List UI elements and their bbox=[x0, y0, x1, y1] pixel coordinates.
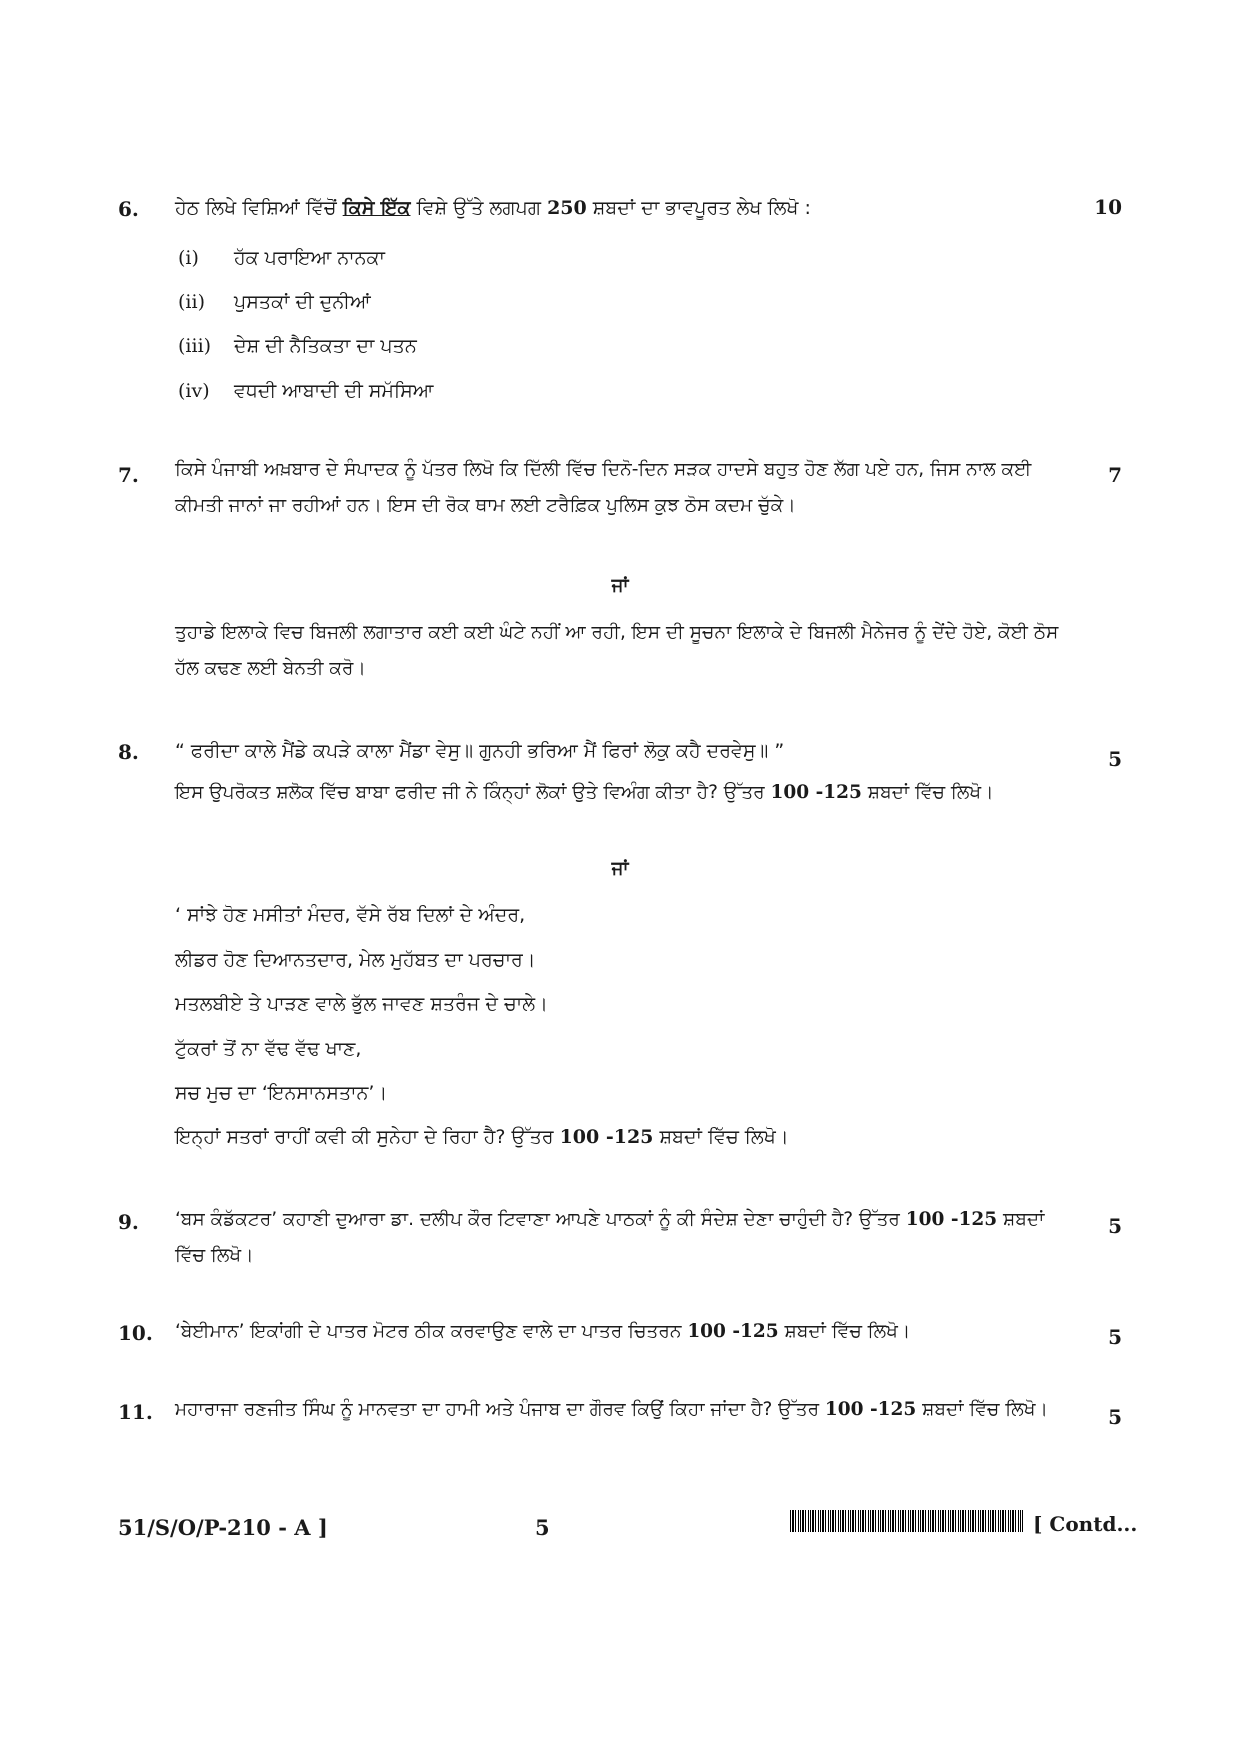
option-item: (iv) ਵਧਦੀ ਆਬਾਦੀ ਦੀ ਸਮੱਸਿਆ bbox=[178, 380, 434, 402]
question-marks: 5 bbox=[1108, 1325, 1122, 1349]
alternate-question-text: ਤੁਹਾਡੇ ਇਲਾਕੇ ਵਿਚ ਬਿਜਲੀ ਲਗਾਤਾਰ ਕਈ ਕਈ ਘੰਟੇ ਨਹੀਂ ਆ ਰਹੀ, ਇਸ ਦੀ ਸੂਚਨਾ ਇਲਾਕੇ ਦੇ ਬਿਜਲੀ ਮੈਨੇਜਰ ਨੂੰ ਦੇਂਦੇ ਹੋਏ, ਕੋਈ ਠੋਸ ਹੱਲ ਕਢਣ ਲਈ ਬੇਨਤੀ ਕਰੋ। bbox=[175, 622, 1059, 679]
or-separator: ਜਾਂ bbox=[611, 858, 629, 879]
poem-line: ਲੀਡਰ ਹੋਣ ਦਿਆਨਤਦਾਰ, ਮੇਲ ਮੁਹੱਬਤ ਦਾ ਪਰਚਾਰ। bbox=[175, 949, 536, 971]
poem-line: ਟੁੱਕਰਾਂ ਤੋਂ ਨਾ ਵੱਢ ਵੱਢ ਖਾਣ, bbox=[175, 1038, 362, 1060]
question-text: ਮਹਾਰਾਜਾ ਰਣਜੀਤ ਸਿੰਘ ਨੂੰ ਮਾਨਵਤਾ ਦਾ ਹਾਮੀ ਅਤੇ ਪੰਜਾਬ ਦਾ ਗੌਰਵ ਕਿਉਂ ਕਿਹਾ ਜਾਂਦਾ ਹੈ? ਉੱਤਰ 100 -125 ਸ਼ਬਦਾਂ ਵਿੱਚ ਲਿਖੋ। bbox=[175, 1399, 1048, 1420]
question-text: ਇਸ ਉਪਰੋਕਤ ਸ਼ਲੋਕ ਵਿੱਚ ਬਾਬਾ ਫਰੀਦ ਜੀ ਨੇ ਕਿੰਨ੍ਹਾਂ ਲੋਕਾਂ ਉਤੇ ਵਿਅੰਗ ਕੀਤਾ ਹੈ? ਉੱਤਰ 100 -125 ਸ਼ਬਦਾਂ ਵਿੱਚ ਲਿਖੋ। bbox=[175, 782, 994, 803]
question-number: 7. bbox=[118, 463, 139, 487]
question-marks: 7 bbox=[1108, 463, 1122, 487]
quote-text: “ ਫਰੀਦਾ ਕਾਲੇ ਮੈਂਡੇ ਕਪੜੇ ਕਾਲਾ ਮੈਂਡਾ ਵੇਸੁ॥ ਗੁਨਹੀ ਭਰਿਆ ਮੈਂ ਫਿਰਾਂ ਲੋਕੁ ਕਹੈ ਦਰਵੇਸੁ॥ ” bbox=[175, 740, 785, 762]
or-separator: ਜਾਂ bbox=[611, 575, 629, 596]
question-number: 8. bbox=[118, 740, 139, 764]
barcode-image bbox=[790, 1510, 1023, 1532]
page-number: 5 bbox=[535, 1515, 550, 1540]
question-text: ‘ਬਸ ਕੰਡੱਕਟਰ’ ਕਹਾਣੀ ਦੁਆਰਾ ਡਾ. ਦਲੀਪ ਕੌਰ ਟਿਵਾਣਾ ਆਪਣੇ ਪਾਠਕਾਂ ਨੂੰ ਕੀ ਸੰਦੇਸ਼ ਦੇਣਾ ਚਾਹੁੰਦੀ ਹੈ? ਉੱਤਰ 100 -125 ਸ਼ਬਦਾਂ ਵਿੱਚ ਲਿਖੋ। bbox=[175, 1209, 1045, 1266]
question-marks: 10 bbox=[1094, 195, 1122, 219]
poem-line: ‘ ਸਾਂਝੇ ਹੋਣ ਮਸੀਤਾਂ ਮੰਦਰ, ਵੱਸੇ ਰੱਬ ਦਿਲਾਂ ਦੇ ਅੰਦਰ, bbox=[175, 904, 526, 926]
poem-line: ਸਚ ਮੁਚ ਦਾ ‘ਇਨਸਾਨਸਤਾਨ’। bbox=[175, 1082, 388, 1104]
option-item: (ii) ਪੁਸਤਕਾਂ ਦੀ ਦੁਨੀਆਂ bbox=[178, 291, 371, 313]
question-number: 6. bbox=[118, 197, 139, 221]
question-marks: 5 bbox=[1108, 1214, 1122, 1238]
question-marks: 5 bbox=[1108, 747, 1122, 771]
question-text: ‘ਬੇਈਮਾਨ’ ਇਕਾਂਗੀ ਦੇ ਪਾਤਰ ਮੋਟਰ ਠੀਕ ਕਰਵਾਉਣ ਵਾਲੇ ਦਾ ਪਾਤਰ ਚਿਤਰਨ 100 -125 ਸ਼ਬਦਾਂ ਵਿੱਚ ਲਿਖੋ। bbox=[175, 1321, 911, 1342]
poem-question: ਇਨ੍ਹਾਂ ਸਤਰਾਂ ਰਾਹੀਂ ਕਵੀ ਕੀ ਸੁਨੇਹਾ ਦੇ ਰਿਹਾ ਹੈ? ਉੱਤਰ 100 -125 ਸ਼ਬਦਾਂ ਵਿੱਚ ਲਿਖੋ। bbox=[175, 1126, 789, 1148]
question-number: 9. bbox=[118, 1210, 139, 1234]
option-item: (i) ਹੱਕ ਪਰਾਇਆ ਨਾਨਕਾ bbox=[178, 247, 385, 269]
question-marks: 5 bbox=[1108, 1405, 1122, 1429]
option-item: (iii) ਦੇਸ਼ ਦੀ ਨੈਤਿਕਤਾ ਦਾ ਪਤਨ bbox=[178, 335, 417, 357]
continued-label: [ Contd... bbox=[1033, 1512, 1138, 1536]
paper-code: 51/S/O/P-210 - A ] bbox=[118, 1515, 328, 1540]
poem-line: ਮਤਲਬੀਏ ਤੇ ਪਾੜਣ ਵਾਲੇ ਭੁੱਲ ਜਾਵਣ ਸ਼ਤਰੰਜ ਦੇ ਚਾਲੇ। bbox=[175, 993, 548, 1015]
question-text: ਕਿਸੇ ਪੰਜਾਬੀ ਅਖ਼ਬਾਰ ਦੇ ਸੰਪਾਦਕ ਨੂੰ ਪੱਤਰ ਲਿਖੋ ਕਿ ਦਿੱਲੀ ਵਿੱਚ ਦਿਨੋ-ਦਿਨ ਸੜਕ ਹਾਦਸੇ ਬਹੁਤ ਹੋਣ ਲੱਗ ਪਏ ਹਨ, ਜਿਸ ਨਾਲ ਕਈ ਕੀਮਤੀ ਜਾਨਾਂ ਜਾ ਰਹੀਆਂ ਹਨ। ਇਸ ਦੀ ਰੋਕ ਥਾਮ ਲਈ ਟਰੈਫ਼ਿਕ ਪੁਲਿਸ ਕੁਝ ਠੋਸ ਕਦਮ ਚੁੱਕੇ। bbox=[175, 459, 1032, 516]
question-number: 10. bbox=[118, 1321, 153, 1345]
question-text: ਹੇਠ ਲਿਖੇ ਵਿਸ਼ਿਆਂ ਵਿੱਚੋਂ ਕਿਸੇ ਇੱਕ ਵਿਸ਼ੇ ਉੱਤੇ ਲਗਪਗ 250 ਸ਼ਬਦਾਂ ਦਾ ਭਾਵਪੂਰਤ ਲੇਖ ਲਿਖੋ : bbox=[175, 197, 811, 219]
question-number: 11. bbox=[118, 1400, 153, 1424]
